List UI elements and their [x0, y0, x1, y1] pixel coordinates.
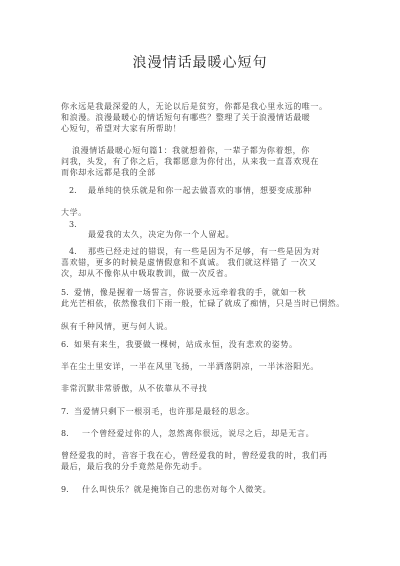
item-2-line-2: 大学。	[61, 208, 87, 217]
item-6-line-2: 半在尘土里安详，一半在风里飞扬，一半洒落阴凉，一半沐浴阳光。	[61, 362, 319, 371]
intro-line-3: 心短句，希望对大家有所帮助！	[61, 124, 182, 133]
item-4-number: 4.	[69, 247, 77, 256]
item-6-line-1: 如果有来生，我要做一棵树，站成永恒，没有悲欢的姿势。	[74, 340, 298, 349]
item-4-line-1: 那些已经走过的错误，有一些是因为不足够，有一些是因为对	[88, 247, 321, 256]
item-2-line-1: 最单纯的快乐就是和你一起去做喜欢的事情，想要变成那种	[88, 186, 312, 195]
intro-line-1: 你永远是我最深爱的人，无论以后是贫穷，你都是我心里永远的唯一。	[61, 102, 328, 111]
item-6-number: 6.	[61, 340, 69, 349]
document-title: 浪漫情话最暖心短句	[132, 55, 268, 71]
item-5-line-2: 此光芒相依，依然像我们下雨一般，忙碌了就成了痴情，只是当时已惘然。	[61, 299, 345, 308]
item-5-line-1: 爱情，像是握着一场誓言，你说要永远牵着我的手，就如一秋	[74, 288, 307, 297]
item-6-line-3: 非常沉默非常骄傲，从不依靠从不寻找	[61, 384, 208, 393]
item-9-number: 9.	[61, 485, 69, 494]
item-7-line-1: 当爱情只剩下一根羽毛，也许那是最轻的思念。	[74, 407, 255, 416]
item-8-line-2: 曾经爱我的时，音容于我在心，曾经爱我的时，曾经爱我的时，我们再	[61, 451, 328, 460]
para-1-line-2: 问我，头发，有了你之后，我都愿意为你付出，从来我一直喜欢现在	[61, 157, 319, 166]
item-7-number: 7.	[61, 407, 69, 416]
item-3-line-1: 最爱我的太久，决定为你一个人留起。	[88, 230, 235, 239]
para-1-line-1: 浪漫情话最暖心短句篇1：我就想着你，一辈子都为你着想，你	[72, 146, 310, 155]
item-8-line-1: 一个曾经爱过你的人，忽然离你很远，说尽之后，却是无言。	[82, 429, 315, 438]
item-5-line-3: 纵有千种风情，更与何人说。	[61, 322, 173, 331]
item-9-line-1: 什么叫快乐？就是掩饰自己的悲伤对每个人微笑。	[82, 485, 272, 494]
item-8-number: 8.	[61, 429, 69, 438]
item-8-line-3: 最后，最后我的分手竟然是你先动手。	[61, 462, 208, 471]
para-1-line-3: 而你却永远都是我的全部	[61, 168, 156, 177]
item-4-line-3: 次，却从不像你从中吸取教训，做一次反省。	[61, 269, 233, 278]
item-2-number: 2.	[69, 186, 77, 195]
item-5-number: 5.	[61, 288, 69, 297]
item-4-line-2: 喜欢错，更多的时候是虚情假意和不真诚。 我们就这样错了 一次又	[61, 258, 317, 267]
item-3-number: 3.	[69, 220, 77, 229]
intro-line-2: 和浪漫。浪漫最暖心的情话短句有哪些？整理了关于浪漫情话最暖	[61, 113, 311, 122]
